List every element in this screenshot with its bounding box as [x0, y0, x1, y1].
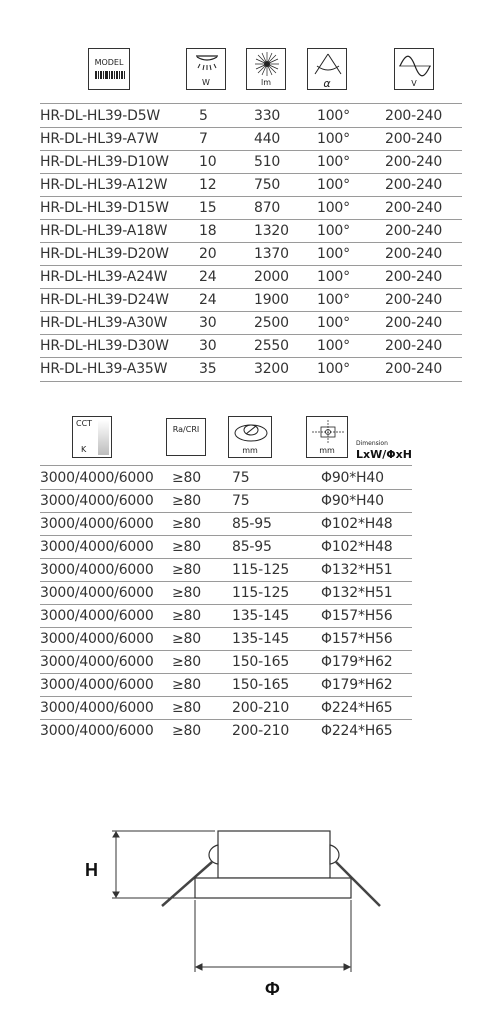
cct-cell: 3000/4000/6000 [40, 493, 154, 509]
angle-cell: 100° [317, 338, 350, 354]
table-row [0, 150, 500, 174]
watt-cell: 35 [199, 361, 217, 377]
model-cell: HR-DL-HL39-A35W [40, 361, 168, 377]
voltage-cell: 200-240 [385, 131, 443, 147]
table-row [0, 357, 500, 381]
watt-icon [186, 48, 226, 90]
cutout-cell: 200-210 [232, 700, 290, 716]
cct-gradient-bar [98, 420, 109, 455]
table-row [0, 466, 500, 490]
watt-cell: 5 [199, 108, 208, 124]
table-row [0, 650, 500, 674]
table-row [0, 219, 500, 243]
lumen-icon [246, 48, 286, 90]
dimension-cell: Φ132*H51 [321, 562, 393, 578]
dimension-cell: Φ157*H56 [321, 631, 393, 647]
dimension-cell: Φ90*H40 [321, 470, 384, 486]
cutout-diameter-icon [231, 419, 271, 445]
model-cell: HR-DL-HL39-A18W [40, 223, 168, 239]
barcode-icon [95, 71, 125, 79]
cri-cell: ≥80 [172, 700, 201, 716]
cutout-cell: 150-165 [232, 677, 290, 693]
dimension-cell: Φ224*H65 [321, 700, 393, 716]
cct-cell: 3000/4000/6000 [40, 470, 154, 486]
angle-icon-label: α [323, 77, 331, 90]
cri-cell: ≥80 [172, 470, 201, 486]
cct-icon [72, 416, 112, 458]
lumen-cell: 1900 [254, 292, 289, 308]
driver-housing [218, 831, 330, 878]
cutout-cell: 85-95 [232, 539, 272, 555]
watt-cell: 18 [199, 223, 217, 239]
kelvin-icon-label: K [81, 445, 87, 454]
voltage-icon [394, 48, 434, 90]
height-label: H [85, 860, 98, 880]
cutout-cell: 85-95 [232, 516, 272, 532]
voltage-cell: 200-240 [385, 292, 443, 308]
cri-icon [166, 418, 206, 456]
cri-cell: ≥80 [172, 608, 201, 624]
table1-bottom-divider [40, 381, 462, 382]
cct-cell: 3000/4000/6000 [40, 539, 154, 555]
model-cell: HR-DL-HL39-D15W [40, 200, 169, 216]
voltage-cell: 200-240 [385, 315, 443, 331]
cct-cell: 3000/4000/6000 [40, 677, 154, 693]
watt-cell: 7 [199, 131, 208, 147]
model-cell: HR-DL-HL39-D20W [40, 246, 169, 262]
cutout-cell: 75 [232, 493, 250, 509]
voltage-cell: 200-240 [385, 177, 443, 193]
table-row [0, 581, 500, 605]
model-icon-label: MODEL [94, 58, 124, 67]
model-cell: HR-DL-HL39-D5W [40, 108, 161, 124]
angle-cell: 100° [317, 177, 350, 193]
lamp-icon [188, 51, 226, 77]
lumen-icon-label: lm [260, 78, 271, 87]
table-row [0, 311, 500, 335]
cct-cell: 3000/4000/6000 [40, 654, 154, 670]
diameter-dimension-line [195, 900, 351, 972]
beam-angle-icon [307, 48, 347, 90]
angle-cell: 100° [317, 315, 350, 331]
lumen-cell: 440 [254, 131, 281, 147]
watt-cell: 10 [199, 154, 217, 170]
lumen-cell: 750 [254, 177, 281, 193]
voltage-cell: 200-240 [385, 154, 443, 170]
dimension-cell: Φ157*H56 [321, 608, 393, 624]
front-bezel [195, 878, 351, 898]
dimension-cell: Φ132*H51 [321, 585, 393, 601]
model-icon [88, 48, 130, 90]
cutout-cell: 115-125 [232, 585, 290, 601]
model-cell: HR-DL-HL39-A30W [40, 315, 168, 331]
angle-cell: 100° [317, 131, 350, 147]
table-row [0, 196, 500, 220]
lumen-cell: 870 [254, 200, 281, 216]
dimension-cell: Φ90*H40 [321, 493, 384, 509]
voltage-cell: 200-240 [385, 269, 443, 285]
lumen-cell: 330 [254, 108, 281, 124]
dimension-icon [306, 416, 348, 458]
table-row [0, 512, 500, 536]
dimension-cell: Φ224*H65 [321, 723, 393, 739]
table-row [0, 696, 500, 720]
lumen-cell: 1320 [254, 223, 289, 239]
lumen-cell: 2550 [254, 338, 289, 354]
cct-icon-label: CCT [76, 419, 93, 428]
cri-cell: ≥80 [172, 723, 201, 739]
table-row [0, 558, 500, 582]
cri-cell: ≥80 [172, 562, 201, 578]
model-cell: HR-DL-HL39-D30W [40, 338, 169, 354]
model-cell: HR-DL-HL39-A7W [40, 131, 159, 147]
cct-cell: 3000/4000/6000 [40, 585, 154, 601]
table-row [0, 242, 500, 266]
voltage-cell: 200-240 [385, 361, 443, 377]
watt-cell: 15 [199, 200, 217, 216]
table-row [0, 173, 500, 197]
table-row [0, 719, 500, 743]
angle-cell: 100° [317, 154, 350, 170]
cct-cell: 3000/4000/6000 [40, 723, 154, 739]
angle-cell: 100° [317, 223, 350, 239]
lumen-cell: 510 [254, 154, 281, 170]
voltage-cell: 200-240 [385, 200, 443, 216]
cct-cell: 3000/4000/6000 [40, 700, 154, 716]
cri-cell: ≥80 [172, 493, 201, 509]
cutout-cell: 135-145 [232, 608, 290, 624]
watt-cell: 24 [199, 292, 217, 308]
cri-cell: ≥80 [172, 516, 201, 532]
lumen-cell: 1370 [254, 246, 289, 262]
voltage-cell: 200-240 [385, 108, 443, 124]
model-cell: HR-DL-HL39-A12W [40, 177, 168, 193]
cutout-cell: 150-165 [232, 654, 290, 670]
watt-cell: 30 [199, 315, 217, 331]
model-cell: HR-DL-HL39-A24W [40, 269, 168, 285]
watt-cell: 24 [199, 269, 217, 285]
cri-cell: ≥80 [172, 631, 201, 647]
angle-cell: 100° [317, 361, 350, 377]
cutout-icon [228, 416, 272, 458]
model-cell: HR-DL-HL39-D10W [40, 154, 169, 170]
model-cell: HR-DL-HL39-D24W [40, 292, 169, 308]
sine-wave-icon [398, 55, 432, 77]
angle-cell: 100° [317, 292, 350, 308]
angle-cell: 100° [317, 269, 350, 285]
dimension-formula: LxW/ΦxH [356, 448, 412, 461]
table-row [0, 127, 500, 151]
table-row [0, 288, 500, 312]
table-row [0, 265, 500, 289]
table-row [0, 535, 500, 559]
cri-icon-label: Ra/CRI [172, 425, 200, 434]
lumen-cell: 3200 [254, 361, 289, 377]
diameter-label: Φ [265, 979, 280, 999]
cct-cell: 3000/4000/6000 [40, 516, 154, 532]
right-clip [330, 845, 339, 864]
cri-cell: ≥80 [172, 539, 201, 555]
dimension-icon-label: mm [319, 446, 335, 455]
cct-cell: 3000/4000/6000 [40, 562, 154, 578]
cct-cell: 3000/4000/6000 [40, 631, 154, 647]
angle-icon [309, 52, 347, 80]
left-clip [209, 845, 218, 864]
table-row [0, 104, 500, 128]
angle-cell: 100° [317, 246, 350, 262]
crosshair-icon [309, 419, 347, 445]
voltage-icon-label: V [411, 79, 417, 88]
cutout-cell: 135-145 [232, 631, 290, 647]
dimension-cell: Φ102*H48 [321, 516, 393, 532]
cri-cell: ≥80 [172, 654, 201, 670]
table-row [0, 489, 500, 513]
dimension-caption: Dimension [356, 440, 388, 447]
watt-cell: 30 [199, 338, 217, 354]
table-row [0, 673, 500, 697]
voltage-cell: 200-240 [385, 246, 443, 262]
cri-cell: ≥80 [172, 585, 201, 601]
table-row [0, 334, 500, 358]
angle-cell: 100° [317, 108, 350, 124]
cutout-cell: 115-125 [232, 562, 290, 578]
cutout-icon-label: mm [242, 446, 258, 455]
cct-cell: 3000/4000/6000 [40, 608, 154, 624]
table-row [0, 604, 500, 628]
watt-cell: 12 [199, 177, 217, 193]
watt-icon-label: W [202, 78, 210, 87]
lumen-cell: 2500 [254, 315, 289, 331]
cri-cell: ≥80 [172, 677, 201, 693]
dimension-cell: Φ179*H62 [321, 654, 393, 670]
light-burst-icon [252, 50, 282, 78]
cutout-cell: 200-210 [232, 723, 290, 739]
voltage-cell: 200-240 [385, 223, 443, 239]
dimension-diagram [0, 790, 500, 1010]
dimension-cell: Φ179*H62 [321, 677, 393, 693]
dimension-cell: Φ102*H48 [321, 539, 393, 555]
voltage-cell: 200-240 [385, 338, 443, 354]
angle-cell: 100° [317, 200, 350, 216]
cutout-cell: 75 [232, 470, 250, 486]
table-row [0, 627, 500, 651]
lumen-cell: 2000 [254, 269, 289, 285]
watt-cell: 20 [199, 246, 217, 262]
